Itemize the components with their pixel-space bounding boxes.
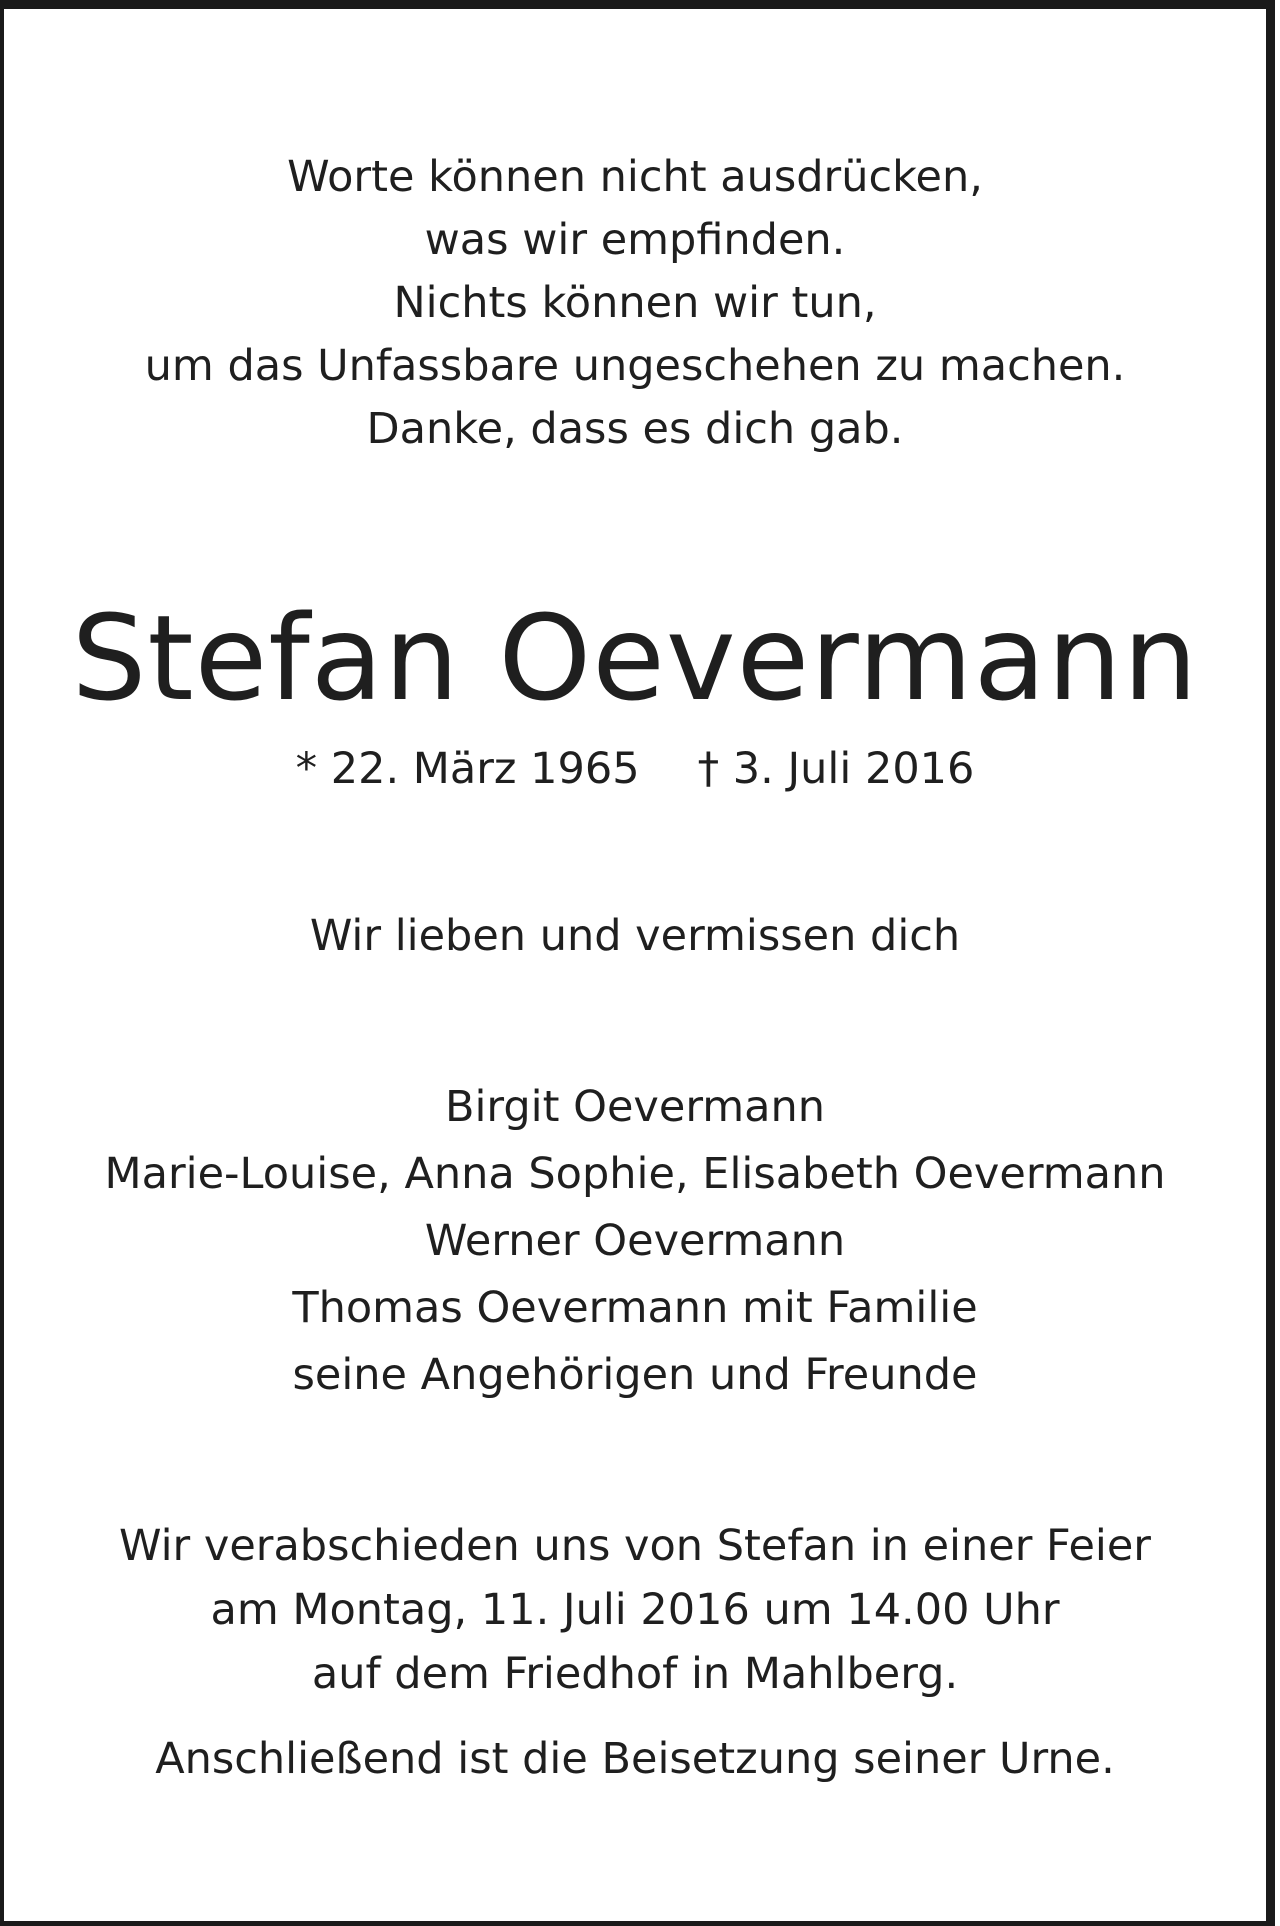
ceremony-line: Wir verabschieden uns von Stefan in einer Feier <box>119 1521 1151 1571</box>
mourner-line: seine Angehörigen und Freunde <box>292 1350 978 1400</box>
mourner-line: Birgit Oevermann <box>444 1082 825 1132</box>
burial-note: Anschließend ist die Beisetzung seiner Urne. <box>155 1734 1115 1784</box>
obituary-notice <box>4 9 1266 1921</box>
quote-line: Nichts können wir tun, <box>393 278 877 328</box>
ceremony-line: auf dem Friedhof in Mahlberg. <box>311 1649 959 1699</box>
quote-line: Worte können nicht ausdrücken, <box>287 152 983 202</box>
deceased-name: Stefan Oevermann <box>71 589 1199 727</box>
farewell-line: Wir lieben und vermissen dich <box>309 911 961 961</box>
life-dates <box>4 744 1266 794</box>
quote-line: um das Unfassbare ungeschehen zu machen. <box>144 341 1126 391</box>
quote-line: was wir empfinden. <box>424 215 846 265</box>
birth-date: * 22. März 1965 <box>295 744 640 794</box>
mourner-line: Werner Oevermann <box>424 1216 846 1266</box>
ceremony-line: am Montag, 11. Juli 2016 um 14.00 Uhr <box>210 1585 1060 1635</box>
mourner-line: Marie-Louise, Anna Sophie, Elisabeth Oevermann <box>104 1149 1166 1199</box>
death-date: † 3. Juli 2016 <box>697 744 975 794</box>
mourner-line: Thomas Oevermann mit Familie <box>292 1283 978 1333</box>
quote-line: Danke, dass es dich gab. <box>366 404 904 454</box>
